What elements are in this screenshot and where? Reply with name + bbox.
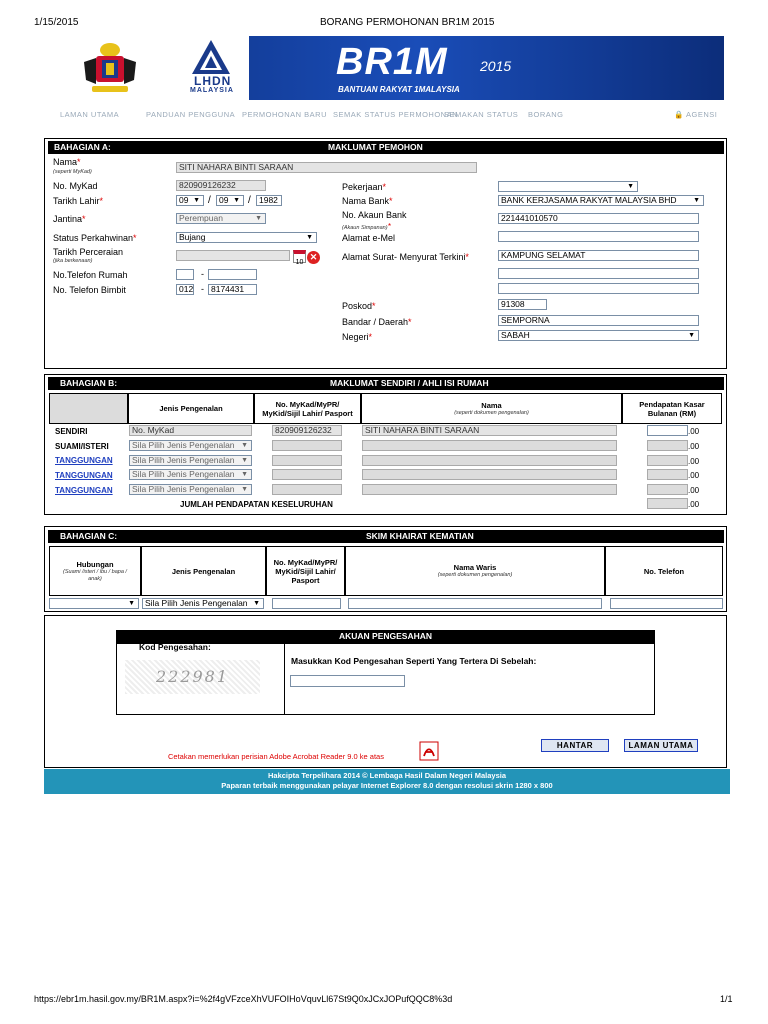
footer-copyright: Hakcipta Terpelihara 2014 © Lembaga Hasil Dalam Negeri Malaysia bbox=[268, 771, 506, 780]
malaysia-crest-icon bbox=[78, 40, 142, 96]
tel-rumah-sep: - bbox=[201, 269, 204, 279]
row-sendiri-nama[interactable]: SITI NAHARA BINTI SARAAN bbox=[362, 425, 617, 436]
nav-panduan-pengguna[interactable]: PANDUAN PENGGUNA bbox=[146, 110, 236, 119]
section-a-title: MAKLUMAT PEMOHON bbox=[328, 142, 423, 152]
dob-year-input[interactable]: 1982 bbox=[256, 195, 282, 206]
nama-sublabel: (seperti MyKad) bbox=[53, 169, 92, 175]
pekerjaan-label: Pekerjaan* bbox=[342, 182, 387, 192]
row-tanggungan-1-jenis-select[interactable]: Sila Pilih Jenis Pengenalan ▼ bbox=[129, 455, 252, 466]
section-b-mykad-header: No. MyKad/MyPR/ MyKid/Sijil Lahir/ Pasport bbox=[254, 393, 361, 424]
nav-semak-status-permohonan[interactable]: SEMAK STATUS PERMOHONAN bbox=[333, 110, 458, 119]
captcha-image: 222981 bbox=[125, 660, 260, 694]
jantina-label: Jantina* bbox=[53, 214, 86, 224]
section-c-label: BAHAGIAN C: bbox=[60, 531, 118, 541]
section-c-jenis-select[interactable]: Sila Pilih Jenis Pengenalan ▼ bbox=[142, 598, 264, 609]
dob-month-select[interactable]: 09 ▼ bbox=[216, 195, 244, 206]
total-income bbox=[647, 498, 688, 509]
section-c-mykad-header: No. MyKad/MyPR/ MyKid/Sijil Lahir/ Pasport bbox=[266, 546, 345, 596]
status-label: Status Perkahwinan* bbox=[53, 233, 137, 243]
print-date: 1/15/2015 bbox=[34, 17, 79, 28]
top-nav bbox=[44, 104, 724, 124]
poskod-label: Poskod* bbox=[342, 301, 376, 311]
section-a-label: BAHAGIAN A: bbox=[54, 142, 111, 152]
captcha-input[interactable] bbox=[290, 675, 405, 687]
akaun-input[interactable]: 221441010570 bbox=[498, 213, 699, 224]
poskod-input[interactable]: 91308 bbox=[498, 299, 547, 310]
banner-logos bbox=[44, 36, 249, 100]
nav-permohonan-baru[interactable]: PERMOHONAN BARU bbox=[242, 110, 328, 119]
calendar-icon[interactable]: 10 bbox=[293, 250, 306, 263]
tarikh-cerai-input[interactable] bbox=[176, 250, 290, 261]
row-sendiri-jenis[interactable]: No. MyKad bbox=[129, 425, 252, 436]
email-label: Alamat e-Mel bbox=[342, 233, 396, 243]
section-c-waris-header: Nama Waris (seperti dokumen pengenalan) bbox=[345, 546, 605, 596]
status-select[interactable]: Bujang ▼ bbox=[176, 232, 317, 243]
dob-sep-1: / bbox=[208, 195, 211, 206]
row-sendiri-income[interactable] bbox=[647, 425, 688, 436]
row-suami-mykad[interactable] bbox=[272, 440, 342, 451]
alamat-label: Alamat Surat- Menyurat Terkini* bbox=[342, 252, 469, 262]
row-sendiri-mykad[interactable]: 820909126232 bbox=[272, 425, 342, 436]
row-tanggungan-3-jenis-select[interactable]: Sila Pilih Jenis Pengenalan ▼ bbox=[129, 484, 252, 495]
nav-semakan-status[interactable]: SEMAKAN STATUS bbox=[444, 110, 519, 119]
tel-bimbit-label: No. Telefon Bimbit bbox=[53, 285, 126, 295]
row-tanggungan-3-income[interactable] bbox=[647, 484, 688, 495]
tel-bimbit-number-input[interactable]: 8174431 bbox=[208, 284, 257, 295]
br1m-tagline: BANTUAN RAKYAT 1MALAYSIA bbox=[338, 85, 460, 94]
pekerjaan-select[interactable]: ▼ bbox=[498, 181, 638, 192]
section-b-label: BAHAGIAN B: bbox=[60, 378, 118, 388]
row-suami-jenis-select[interactable]: Sila Pilih Jenis Pengenalan ▼ bbox=[129, 440, 252, 451]
acrobat-notice: Cetakan memerlukan perisian Adobe Acrobat Reader 9.0 ke atas bbox=[168, 752, 384, 761]
negeri-label: Negeri* bbox=[342, 332, 373, 342]
bank-select[interactable]: BANK KERJASAMA RAKYAT MALAYSIA BHD ▼ bbox=[498, 195, 704, 206]
alamat-line3-input[interactable] bbox=[498, 283, 699, 294]
bank-label: Nama Bank* bbox=[342, 196, 393, 206]
negeri-select[interactable]: SABAH ▼ bbox=[498, 330, 699, 341]
section-b-pendapatan-header: Pendapatan Kasar Bulanan (RM) bbox=[622, 393, 722, 424]
nama-label: Nama* bbox=[53, 157, 81, 167]
tel-rumah-number-input[interactable] bbox=[208, 269, 257, 280]
site-footer bbox=[44, 769, 730, 794]
section-b-nama-header: Nama (seperti dokumen pengenalan) bbox=[361, 393, 622, 424]
row-tanggungan-2-nama[interactable] bbox=[362, 469, 617, 480]
alamat-line2-input[interactable] bbox=[498, 268, 699, 279]
print-title: BORANG PERMOHONAN BR1M 2015 bbox=[320, 17, 495, 28]
clear-date-icon[interactable]: ✕ bbox=[307, 251, 320, 264]
nav-agensi[interactable]: AGENSI bbox=[686, 110, 718, 119]
masukkan-label: Masukkan Kod Pengesahan Seperti Yang Tertera Di Sebelah: bbox=[291, 656, 537, 666]
kod-label: Kod Pengesahan: bbox=[139, 642, 211, 652]
row-sendiri-label: SENDIRI bbox=[55, 427, 88, 436]
total-label: JUMLAH PENDAPATAN KESELURUHAN bbox=[180, 500, 333, 509]
mykad-input[interactable]: 820909126232 bbox=[176, 180, 266, 191]
footer-browser-note: Paparan terbaik menggunakan pelayar Internet Explorer 8.0 dengan resolusi skrin 1280 x 800 bbox=[221, 781, 553, 790]
tarikh-cerai-label: Tarikh Perceraian bbox=[53, 247, 124, 257]
tarikh-cerai-sublabel: (jika berkenaan) bbox=[53, 258, 93, 264]
row-tanggungan-2-income[interactable] bbox=[647, 469, 688, 480]
row-suami-nama[interactable] bbox=[362, 440, 617, 451]
akaun-sublabel: (Akaun Simpanan)* bbox=[342, 222, 391, 231]
row-tanggungan-3-link[interactable]: TANGGUNGAN bbox=[55, 486, 113, 495]
row-tanggungan-1-mykad[interactable] bbox=[272, 455, 342, 466]
section-c-title: SKIM KHAIRAT KEMATIAN bbox=[366, 531, 474, 541]
section-c-jenis-header: Jenis Pengenalan bbox=[141, 546, 266, 596]
banner bbox=[44, 36, 724, 100]
dob-day-select[interactable]: 09 ▼ bbox=[176, 195, 204, 206]
section-c-telefon-input[interactable] bbox=[610, 598, 723, 609]
tel-bimbit-prefix-input[interactable]: 012 bbox=[176, 284, 194, 295]
print-page-number: 1/1 bbox=[720, 994, 733, 1004]
row-suami-label: SUAMI/ISTERI bbox=[55, 442, 109, 451]
pdf-icon[interactable] bbox=[419, 741, 439, 761]
bandar-label: Bandar / Daerah* bbox=[342, 317, 412, 327]
nav-borang[interactable]: BORANG bbox=[528, 110, 564, 119]
lock-icon: 🔒 bbox=[674, 110, 684, 119]
total-cents: .00 bbox=[688, 500, 700, 509]
section-a-header bbox=[48, 141, 724, 154]
alamat-line1-input[interactable]: KAMPUNG SELAMAT bbox=[498, 250, 699, 261]
tel-bimbit-sep: - bbox=[201, 284, 204, 294]
email-input[interactable] bbox=[498, 231, 699, 242]
section-c-mykad-input[interactable] bbox=[272, 598, 341, 609]
section-c-telefon-header: No. Telefon bbox=[605, 546, 723, 596]
row-tanggungan-3-mykad[interactable] bbox=[272, 484, 342, 495]
akaun-label: No. Akaun Bank bbox=[342, 210, 407, 220]
akuan-title: AKUAN PENGESAHAN bbox=[338, 631, 433, 641]
row-suami-income[interactable] bbox=[647, 440, 688, 451]
row-tanggungan-1-link[interactable]: TANGGUNGAN bbox=[55, 456, 113, 465]
row-tanggungan-2-mykad[interactable] bbox=[272, 469, 342, 480]
row-tanggungan-1-income[interactable] bbox=[647, 455, 688, 466]
row-tanggungan-2-link[interactable]: TANGGUNGAN bbox=[55, 471, 113, 480]
nav-laman-utama[interactable]: LAMAN UTAMA bbox=[60, 110, 120, 119]
row-sendiri-cents: .00 bbox=[688, 427, 700, 436]
row-suami-cents: .00 bbox=[688, 442, 700, 451]
dob-sep-2: / bbox=[248, 195, 251, 206]
lhdn-subtext: MALAYSIA bbox=[190, 87, 234, 94]
row-tanggungan-1-cents: .00 bbox=[688, 457, 700, 466]
section-b-title: MAKLUMAT SENDIRI / AHLI ISI RUMAH bbox=[330, 378, 489, 388]
section-b-header bbox=[48, 377, 724, 390]
section-c-waris-input[interactable] bbox=[348, 598, 602, 609]
row-tanggungan-1-nama[interactable] bbox=[362, 455, 617, 466]
row-tanggungan-2-jenis-select[interactable]: Sila Pilih Jenis Pengenalan ▼ bbox=[129, 469, 252, 480]
br1m-logo: BR1M bbox=[336, 41, 448, 83]
tel-rumah-prefix-input[interactable] bbox=[176, 269, 194, 280]
section-b-jenis-header: Jenis Pengenalan bbox=[128, 393, 254, 424]
tel-rumah-label: No.Telefon Rumah bbox=[53, 270, 128, 280]
bandar-input[interactable]: SEMPORNA bbox=[498, 315, 699, 326]
section-c-hubungan-select[interactable]: ▼ bbox=[49, 598, 139, 609]
print-url: https://ebr1m.hasil.gov.my/BR1M.aspx?i=%2f4gVFzceXhVUFOIHoVquvLl67St9Q0xJCxJOPufQQC8%3d bbox=[34, 994, 453, 1004]
nama-input[interactable]: SITI NAHARA BINTI SARAAN bbox=[176, 162, 477, 173]
tarikh-lahir-label: Tarikh Lahir* bbox=[53, 196, 104, 206]
section-c-header bbox=[48, 530, 724, 543]
row-tanggungan-3-cents: .00 bbox=[688, 486, 700, 495]
row-tanggungan-3-nama[interactable] bbox=[362, 484, 617, 495]
row-tanggungan-2-cents: .00 bbox=[688, 471, 700, 480]
hantar-button[interactable]: HANTAR bbox=[541, 739, 609, 752]
laman-utama-button[interactable]: LAMAN UTAMA bbox=[624, 739, 698, 752]
br1m-year: 2015 bbox=[480, 58, 512, 74]
mykad-label: No. MyKad bbox=[53, 181, 98, 191]
jantina-select[interactable]: Perempuan ▼ bbox=[176, 213, 266, 224]
akuan-divider bbox=[284, 643, 285, 715]
lhdn-logo-icon bbox=[186, 38, 236, 78]
section-c-hubungan-header: Hubungan (Suami /isteri / ibu / bapa / anak) bbox=[49, 546, 141, 596]
section-b-blank-header bbox=[49, 393, 128, 424]
lhdn-text: LHDN bbox=[194, 74, 232, 88]
